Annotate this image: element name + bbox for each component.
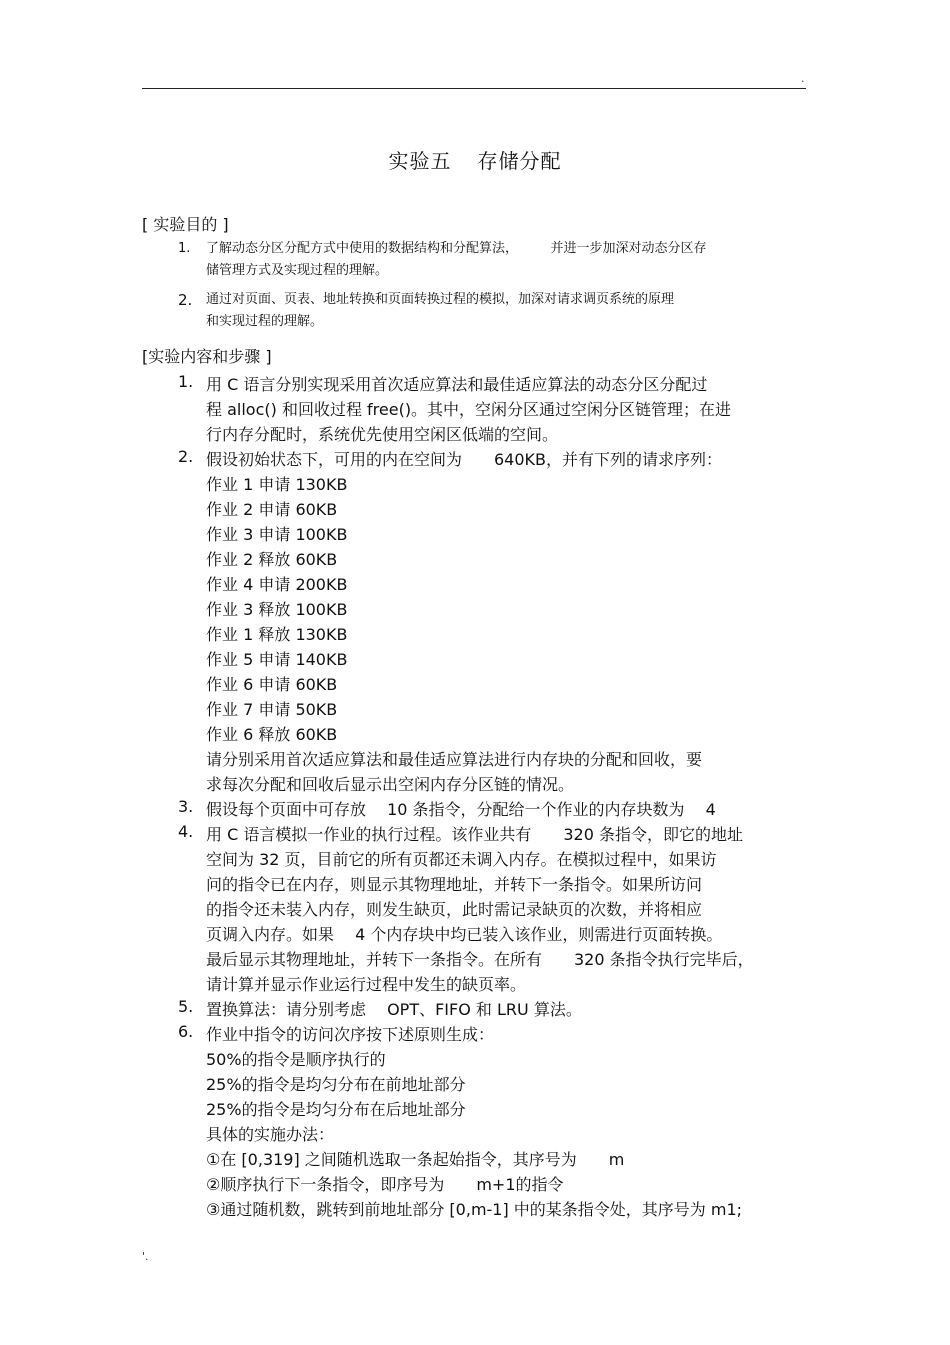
content-item-2-line-8: 作业 1 释放 130KB <box>206 625 348 644</box>
content-item-2-line-7: 作业 3 释放 100KB <box>206 600 348 619</box>
title-part-1: 实验五 <box>388 149 452 173</box>
content-item-3-line-1: 假设每个页面中可存放 10 条指令，分配给一个作业的内存块数为 4 <box>206 800 716 819</box>
content-heading: [实验内容和步骤 ] <box>142 347 272 366</box>
purpose-item-1-line-2: 储管理方式及实现过程的理解。 <box>206 263 389 278</box>
content-item-2-line-12: 作业 6 释放 60KB <box>206 725 338 744</box>
content-item-1-line-2: 程 alloc() 和回收过程 free()。其中，空闲分区通过空闲分区链管理；在进 <box>206 400 732 419</box>
purpose-item-2-line-2: 和实现过程的理解。 <box>206 314 324 329</box>
content-item-2-line-4: 作业 3 申请 100KB <box>206 525 348 544</box>
content-item-2-line-5: 作业 2 释放 60KB <box>206 550 338 569</box>
purpose-item-1-num: 1. <box>178 241 191 256</box>
header-mark: . <box>801 72 805 85</box>
content-item-6-line-8: ③通过随机数，跳转到前地址部分 [0,m-1] 中的某条指令处，其序号为 m1; <box>206 1200 743 1219</box>
content-item-4-line-4: 的指令还未装入内存，则发生缺页，此时需记录缺页的次数，并将相应 <box>206 900 703 919</box>
content-item-4-line-6: 最后显示其物理地址，并转下一条指令。在所有 320 条指令执行完毕后， <box>206 950 754 969</box>
content-item-2-line-11: 作业 7 申请 50KB <box>206 700 338 719</box>
content-item-6-line-7: ②顺序执行下一条指令，即序号为 m+1的指令 <box>206 1175 564 1194</box>
content-item-6-num: 6. <box>178 1022 194 1041</box>
content-item-1-num: 1. <box>178 372 194 391</box>
content-item-2-line-9: 作业 5 申请 140KB <box>206 650 348 669</box>
content-item-4-line-7: 请计算并显示作业运行过程中发生的缺页率。 <box>206 975 527 994</box>
content-item-4-num: 4. <box>178 822 194 841</box>
purpose-item-1 <box>0 238 950 282</box>
content-item-6-line-2: 50%的指令是顺序执行的 <box>206 1050 386 1069</box>
purpose-item-2-num: 2. <box>178 291 193 309</box>
content-item-5-line-1: 置换算法：请分别考虑 OPT、FIFO 和 LRU 算法。 <box>206 1000 582 1019</box>
content-item-2-num: 2. <box>178 447 194 466</box>
purpose-heading: [ 实验目的 ] <box>142 215 229 234</box>
content-item-3-num: 3. <box>178 797 194 816</box>
content-item-1-line-3: 行内存分配时，系统优先使用空闲区低端的空间。 <box>206 425 559 444</box>
content-item-2-line-2: 作业 1 申请 130KB <box>206 475 348 494</box>
page-title <box>0 145 950 174</box>
purpose-item-2 <box>0 289 950 333</box>
content-item-5-num: 5. <box>178 997 194 1016</box>
content-item-6-line-4: 25%的指令是均匀分布在后地址部分 <box>206 1100 466 1119</box>
content-item-2-line-13: 请分别采用首次适应算法和最佳适应算法进行内存块的分配和回收，要 <box>206 750 703 769</box>
content-item-4-line-1: 用 C 语言模拟一作业的执行过程。该作业共有 320 条指令，即它的地址 <box>206 825 743 844</box>
content-item-2-line-14: 求每次分配和回收后显示出空闲内存分区链的情况。 <box>206 775 575 794</box>
content-item-6-line-6: ①在 [0,319] 之间随机选取一条起始指令，其序号为 m <box>206 1150 625 1169</box>
content-item-6-line-3: 25%的指令是均匀分布在前地址部分 <box>206 1075 466 1094</box>
purpose-item-2-line-1: 通过对页面、页表、地址转换和页面转换过程的模拟，加深对请求调页系统的原理 <box>206 292 675 307</box>
content-item-2-line-1: 假设初始状态下，可用的内在空间为 640KB，并有下列的请求序列： <box>206 450 723 469</box>
title-part-2: 存储分配 <box>477 149 562 173</box>
content-item-2-line-10: 作业 6 申请 60KB <box>206 675 338 694</box>
content-item-2-line-6: 作业 4 申请 200KB <box>206 575 348 594</box>
header-rule <box>142 88 806 89</box>
content-item-6-line-5: 具体的实施办法： <box>206 1125 335 1144</box>
content-item-4-line-3: 问的指令已在内存，则显示其物理地址，并转下一条指令。如果所访问 <box>206 875 703 894</box>
purpose-item-1-line-1: 了解动态分区分配方式中使用的数据结构和分配算法， 并进一步加深对动态分区存 <box>206 241 707 256</box>
content-item-4-line-5: 页调入内存。如果 4 个内存块中均已装入该作业，则需进行页面转换。 <box>206 925 723 944</box>
content-item-2-line-3: 作业 2 申请 60KB <box>206 500 338 519</box>
content-item-1-line-1: 用 C 语言分别实现采用首次适应算法和最佳适应算法的动态分区分配过 <box>206 375 708 394</box>
content-item-6-line-1: 作业中指令的访问次序按下述原则生成： <box>206 1025 495 1044</box>
content-item-4-line-2: 空间为 32 页，目前它的所有页都还未调入内存。在模拟过程中，如果访 <box>206 850 717 869</box>
footer-mark: '. <box>142 1250 149 1263</box>
